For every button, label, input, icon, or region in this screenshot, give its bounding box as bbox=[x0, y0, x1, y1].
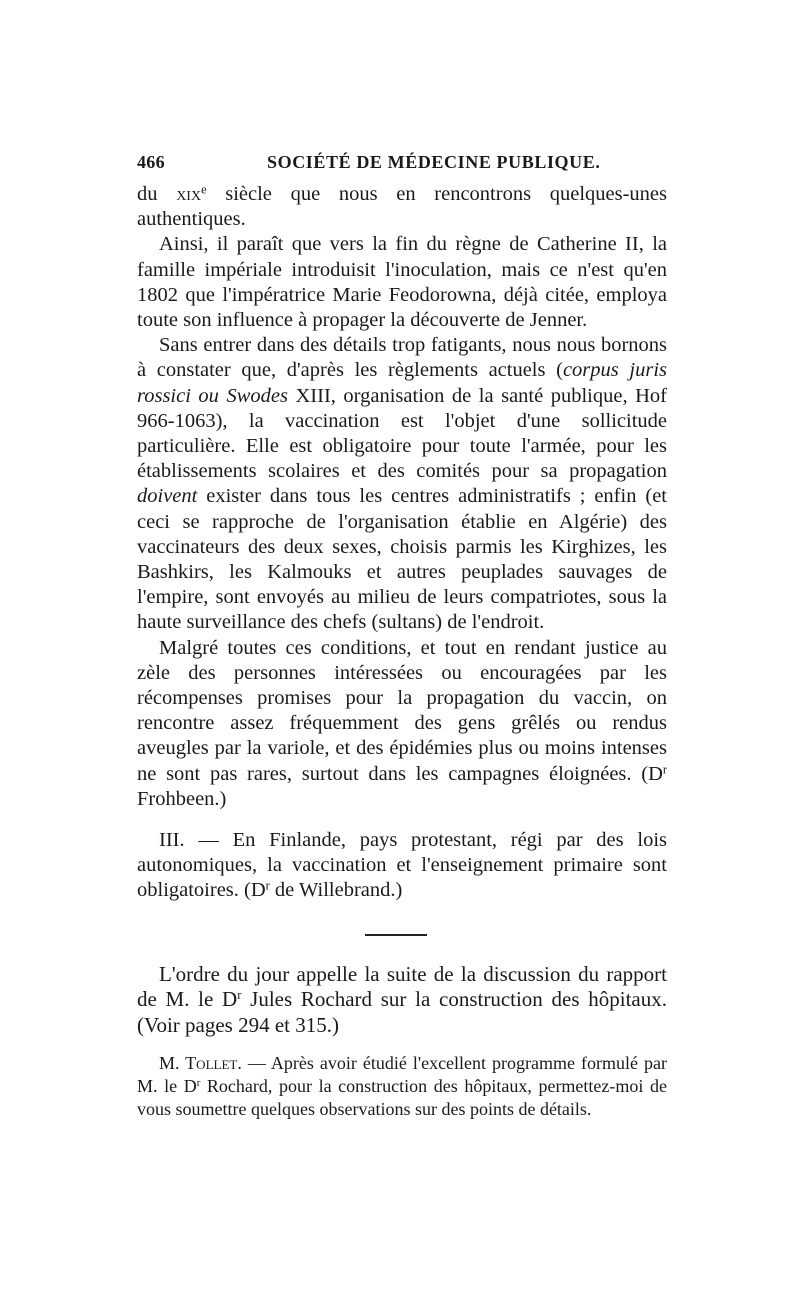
book-page bbox=[137, 152, 667, 1121]
main-text bbox=[137, 182, 667, 904]
speaker-name: M. Tollet. bbox=[159, 1053, 242, 1074]
speech-paragraph: M. Tollet. — Après avoir étudié l'excellent programme formulé par M. le $D^r$ Rochard, pour la construction des hôpitaux, permettez-moi de vous soumettre quelques observations sur des points de détails. bbox=[137, 1053, 667, 1119]
paragraph-catherine: Ainsi, il paraît que vers la fin du règne de Catherine II, la famille impériale introduisit l'inoculation, mais ce n'est qu'en 1802 que l'impératrice Marie Feodorowna, déjà citée, employa toute son influence à propager la découverte de Jenner. bbox=[137, 233, 667, 332]
page-number: 466 bbox=[137, 152, 165, 172]
paragraph-regulations: Sans entrer dans des détails trop fatigants, nous nous bornons à constater que, d'après les règlements actuels (corpus juris rossici ou Swodes XIII, organisation de la santé publique, Hof 966-1063), la vaccination est l'objet d'une sollicitude particulière. Elle est obligatoire pour toute l'armée, pour les établissements scolaires et des comités pour sa propagation doivent exister dans tous les centres administratifs ; enfin (et ceci se rapproche de l'organisation établie en Algérie) des vaccinateurs des deux sexes, choisis parmis les Kirghizes, les Bashkirs, les Kalmouks et autres peuplades sauvages de l'empire, sont envoyés au milieu de leurs compatriotes, sous la haute surveillance des chefs (sultans) de l'endroit. bbox=[137, 334, 668, 634]
separator-rule bbox=[365, 934, 427, 936]
section-separator bbox=[137, 904, 667, 962]
paragraph-conditions: Malgré toutes ces conditions, et tout en rendant justice au zèle des personnes intéressées ou encouragées par les récompenses promises pour la propagation du vaccin, on rencontre assez fréquemment des gens grêlés ou rendus aveugles par la variole, et des épidémies plus ou moins intenses ne sont pas rares, surtout dans les campagnes éloignées. ($D^r$ Frohbeen.) bbox=[137, 636, 667, 810]
paragraph-finland: III. — En Finlande, pays protestant, régi par des lois autonomiques, la vaccination et l'enseignement primaire sont obligatoires. ($D^r$ de Willebrand.) bbox=[137, 829, 667, 902]
running-title: SOCIÉTÉ DE MÉDECINE PUBLIQUE. bbox=[267, 152, 601, 172]
agenda-paragraph: L'ordre du jour appelle la suite de la discussion du rapport de M. le $D^r$ Jules Rochard sur la construction des hôpitaux. (Voir pages 294 et 315.) bbox=[137, 961, 667, 1037]
page-header bbox=[137, 152, 667, 182]
paragraph-continuation: du xix$^e$ siècle que nous en rencontrons quelques-unes authentiques. bbox=[137, 182, 668, 231]
